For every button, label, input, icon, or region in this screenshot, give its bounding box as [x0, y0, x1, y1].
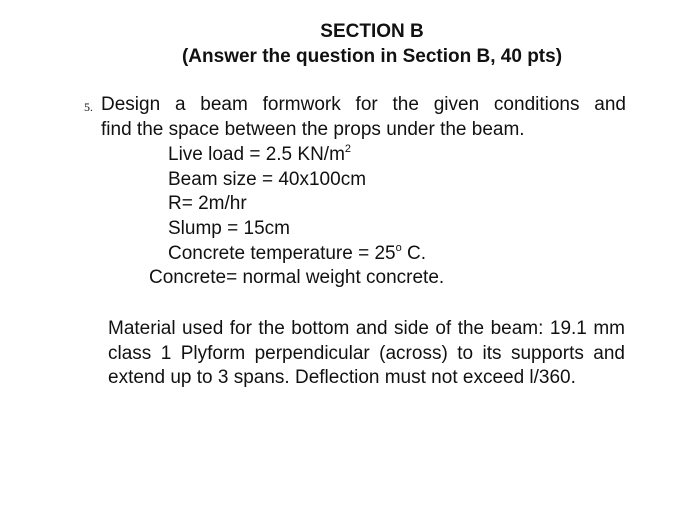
question-number: 5.	[84, 100, 93, 114]
material-paragraph: Material used for the bottom and side of the beam: 19.1 mm class 1 Plyform perpendicular (across) to its supports and extend up to 3 spans. Deflection must not exceed l/360.	[108, 318, 625, 388]
condition-live-load	[168, 143, 351, 167]
condition-slump: Slump = 15cm	[168, 218, 290, 239]
degree-symbol: o	[395, 242, 402, 254]
question-text-line-2: find the space between the props under the beam.	[101, 119, 525, 140]
condition-beam-size: Beam size = 40x100cm	[168, 169, 367, 190]
section-subtitle: (Answer the question in Section B, 40 pts)	[181, 46, 563, 67]
question-text-line-1: Design a beam formwork for the given conditions and	[101, 94, 626, 115]
condition-rate: R= 2m/hr	[168, 193, 247, 214]
condition-temperature	[168, 242, 426, 266]
live-load-text: Live load = 2.5 KN/m	[168, 144, 345, 165]
temperature-unit: C.	[401, 243, 427, 264]
live-load-exponent: 2	[344, 143, 352, 155]
section-title: SECTION B	[320, 21, 424, 42]
temperature-text: Concrete temperature = 25	[168, 243, 396, 264]
condition-concrete-type: Concrete= normal weight concrete.	[149, 267, 445, 288]
